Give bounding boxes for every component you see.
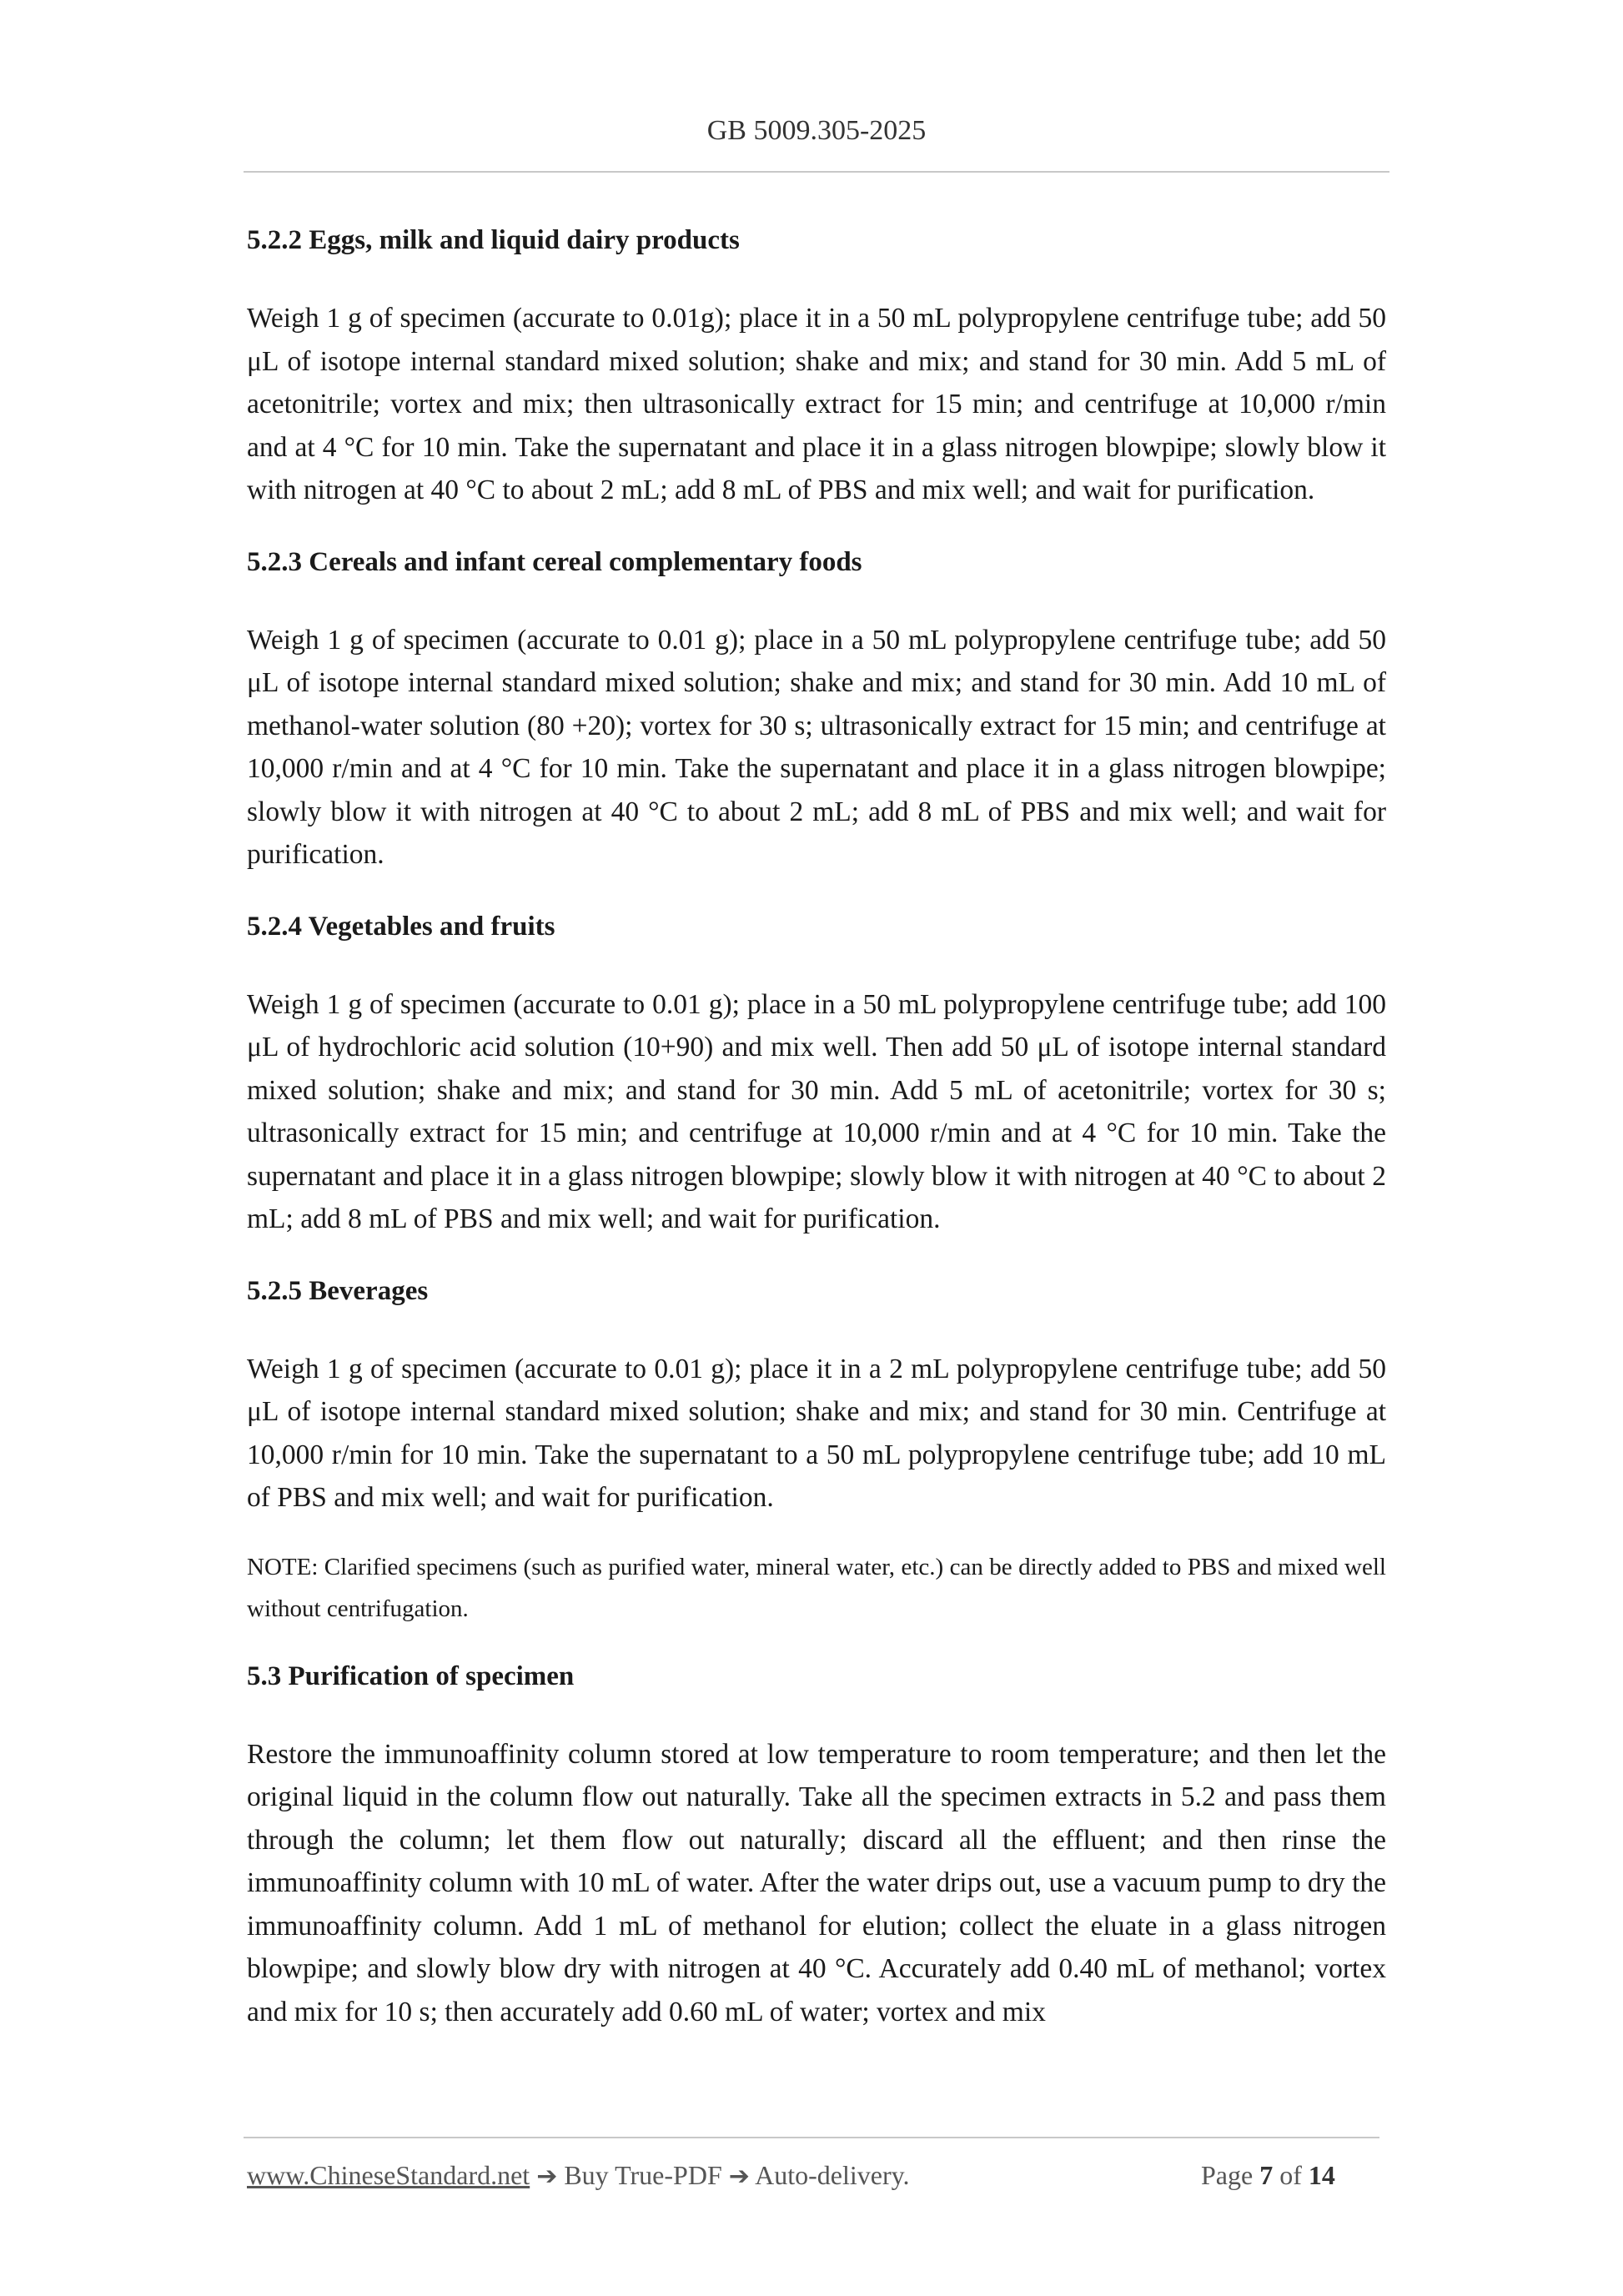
footer-divider: [244, 2137, 1379, 2138]
section-text-5-2-2: Weigh 1 g of specimen (accurate to 0.01g); place it in a 50 mL polypropylene centrifuge tube; add 50 μL of isotope internal standard mixed solution; shake and mix; and stand for 30 min. Add 5 mL of acetonitrile; vortex and mix; then ultrasonically extract for 15 min; and centrifuge at 10,000 r/min and at 4 °C for 10 min. Take the supernatant and place it in a glass nitrogen blowpipe; slowly blow it with nitrogen at 40 °C to about 2 mL; add 8 mL of PBS and mix well; and wait for purification.: [247, 303, 1386, 505]
of-word: of: [1279, 2160, 1302, 2190]
section-heading-5-2-2: 5.2.2 Eggs, milk and liquid dairy products: [247, 225, 740, 255]
footer-delivery-text: Auto-delivery.: [755, 2160, 910, 2190]
footer-site-link[interactable]: www.ChineseStandard.net: [247, 2160, 530, 2190]
arrow-right-icon: ➔: [536, 2162, 558, 2191]
page-word: Page: [1201, 2160, 1254, 2190]
page-current: 7: [1259, 2160, 1274, 2190]
page-header-title: GB 5009.305-2025: [706, 115, 927, 146]
section-text-5-2-3: Weigh 1 g of specimen (accurate to 0.01 g); place in a 50 mL polypropylene centrifuge tube; add 50 μL of isotope internal standard mixed solution; shake and mix; and stand for 30 min. Add 10 mL of methanol-water solution (80 +20); vortex for 30 s; ultrasonically extract for 15 min; and centrifuge at 10,000 r/min and at 4 °C for 10 min. Take the supernatant and place it in a glass nitrogen blowpipe; slowly blow it with nitrogen at 40 °C to about 2 mL; add 8 mL of PBS and mix well; and wait for purification.: [247, 624, 1386, 870]
section-heading-5-2-4: 5.2.4 Vegetables and fruits: [247, 911, 555, 942]
section-text-5-3: Restore the immunoaffinity column stored at low temperature to room temperature; and then let the original liquid in the column flow out naturally. Take all the specimen extracts in 5.2 and pass them through the column; let them flow out naturally; discard all the effluent; and then rinse the immunoaffinity column with 10 mL of water. After the water drips out, use a vacuum pump to dry the immunoaffinity column. Add 1 mL of methanol for elution; collect the eluate in a glass nitrogen blowpipe; and slowly blow dry with nitrogen at 40 °C. Accurately add 0.40 mL of methanol; vortex and mix for 10 s; then accurately add 0.60 mL of water; vortex and mix: [247, 1738, 1386, 2027]
arrow-right-icon: ➔: [728, 2162, 750, 2191]
page-content: [247, 224, 1386, 2067]
section-text-5-2-4: Weigh 1 g of specimen (accurate to 0.01 g); place in a 50 mL polypropylene centrifuge tube; add 100 μL of hydrochloric acid solution (10+90) and mix well. Then add 50 μL of isotope internal standard mixed solution; shake and mix; and stand for 30 min. Add 5 mL of acetonitrile; vortex for 30 s; ultrasonically extract for 15 min; and centrifuge at 10,000 r/min and at 4 °C for 10 min. Take the supernatant and place it in a glass nitrogen blowpipe; slowly blow it with nitrogen at 40 °C to about 2 mL; add 8 mL of PBS and mix well; and wait for purification.: [247, 988, 1386, 1234]
note-text: NOTE: Clarified specimens (such as purified water, mineral water, etc.) can be directly added to PBS and mixed well without centrifugation.: [247, 1553, 1386, 1622]
section-heading-5-2-5: 5.2.5 Beverages: [247, 1275, 429, 1306]
footer-promo: [247, 2160, 910, 2191]
page-total: 14: [1308, 2160, 1335, 2190]
section-text-5-2-5: Weigh 1 g of specimen (accurate to 0.01 g); place it in a 2 mL polypropylene centrifuge tube; add 50 μL of isotope internal standard mixed solution; shake and mix; and stand for 30 min. Centrifuge at 10,000 r/min for 10 min. Take the supernatant to a 50 mL polypropylene centrifuge tube; add 10 mL of PBS and mix well; and wait for purification.: [247, 1353, 1386, 1513]
page-number: [1201, 2160, 1335, 2191]
section-heading-5-2-3: 5.2.3 Cereals and infant cereal complementary foods: [247, 546, 862, 577]
header-divider: [244, 171, 1389, 173]
footer-buy-text: Buy True-PDF: [564, 2160, 722, 2190]
section-heading-5-3: 5.3 Purification of specimen: [247, 1660, 575, 1691]
